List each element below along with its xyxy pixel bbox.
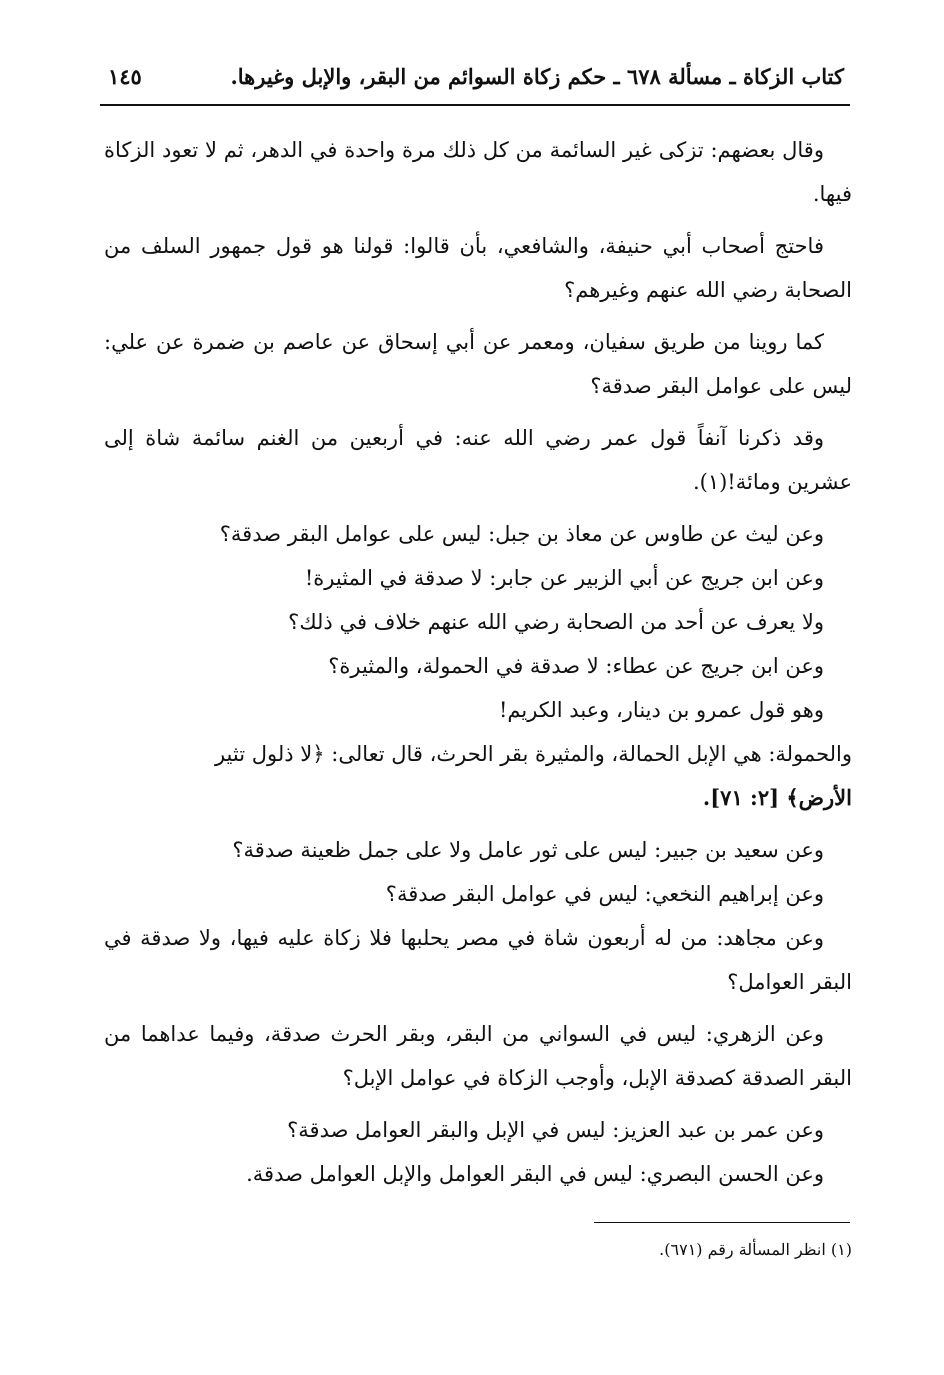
- definition-line: والحمولة: هي الإبل الحمالة، والمثيرة بقر الحرث، قال تعالى: ﴿لا ذلول تثير: [214, 742, 852, 766]
- running-title: كتاب الزكاة ـ مسألة ٦٧٨ ـ حكم زكاة السوائم من البقر، والإبل وغيرها.: [230, 64, 844, 89]
- footnote-divider: [594, 1222, 850, 1223]
- narration-line: وعن الحسن البصري: ليس في البقر العوامل والإبل العوامل صدقة.: [246, 1162, 824, 1186]
- paragraph: كما روينا من طريق سفيان، ومعمر عن أبي إسحاق عن عاصم بن ضمرة عن علي: ليس على عوامل البقر صدقة؟: [104, 330, 852, 398]
- paragraph: فاحتج أصحاب أبي حنيفة، والشافعي، بأن قالوا: قولنا هو قول جمهور السلف من الصحابة رضي الله عنهم وغيرهم؟: [104, 234, 852, 302]
- narration-line: وعن سعيد بن جبير: ليس على ثور عامل ولا على جمل ظعينة صدقة؟: [232, 838, 824, 862]
- narration-line: ولا يعرف عن أحد من الصحابة رضي الله عنهم خلاف في ذلك؟: [288, 610, 824, 634]
- paragraph: وقد ذكرنا آنفاً قول عمر رضي الله عنه: في أربعين من الغنم سائمة شاة إلى عشرين ومائة!(١).: [104, 426, 852, 494]
- narrations-group: [104, 1108, 852, 1196]
- page-number: ١٤٥: [108, 64, 142, 89]
- narration-paragraph: وعن مجاهد: من له أربعون شاة في مصر يحلبها فلا زكاة عليه فيها، ولا صدقة في البقر العوامل؟: [104, 926, 852, 994]
- header-divider: [100, 104, 850, 106]
- narration-line: وعن عمر بن عبد العزيز: ليس في الإبل والبقر العوامل صدقة؟: [287, 1118, 824, 1142]
- narration-line: وعن ابن جريج عن عطاء: لا صدقة في الحمولة، والمثيرة؟: [328, 654, 824, 678]
- narration-line: وعن ليث عن طاوس عن معاذ بن جبل: ليس على عوامل البقر صدقة؟: [219, 522, 824, 546]
- main-text: [104, 128, 852, 1204]
- page-header: [100, 58, 844, 98]
- footnote: (١) انظر المسألة رقم (٦٧١).: [659, 1240, 852, 1259]
- paragraph: وقال بعضهم: تزكى غير السائمة من كل ذلك مرة واحدة في الدهر، ثم لا تعود الزكاة فيها.: [104, 138, 852, 206]
- quran-citation: الأرض﴾ [٢: ٧١].: [702, 785, 852, 810]
- narration-line: وعن ابن جريج عن أبي الزبير عن جابر: لا صدقة في المثيرة!: [304, 566, 824, 590]
- paragraph: وعن الزهري: ليس في السواني من البقر، وبقر الحرث صدقة، وفيما عداهما من البقر الصدقة كصدقة الإبل، وأوجب الزكاة في عوامل الإبل؟: [104, 1022, 852, 1090]
- narrations-group: [104, 828, 852, 1004]
- narration-line: وعن إبراهيم النخعي: ليس في عوامل البقر صدقة؟: [385, 882, 824, 906]
- narration-line: وهو قول عمرو بن دينار، وعبد الكريم!: [498, 698, 824, 722]
- narrations-group: [104, 512, 852, 820]
